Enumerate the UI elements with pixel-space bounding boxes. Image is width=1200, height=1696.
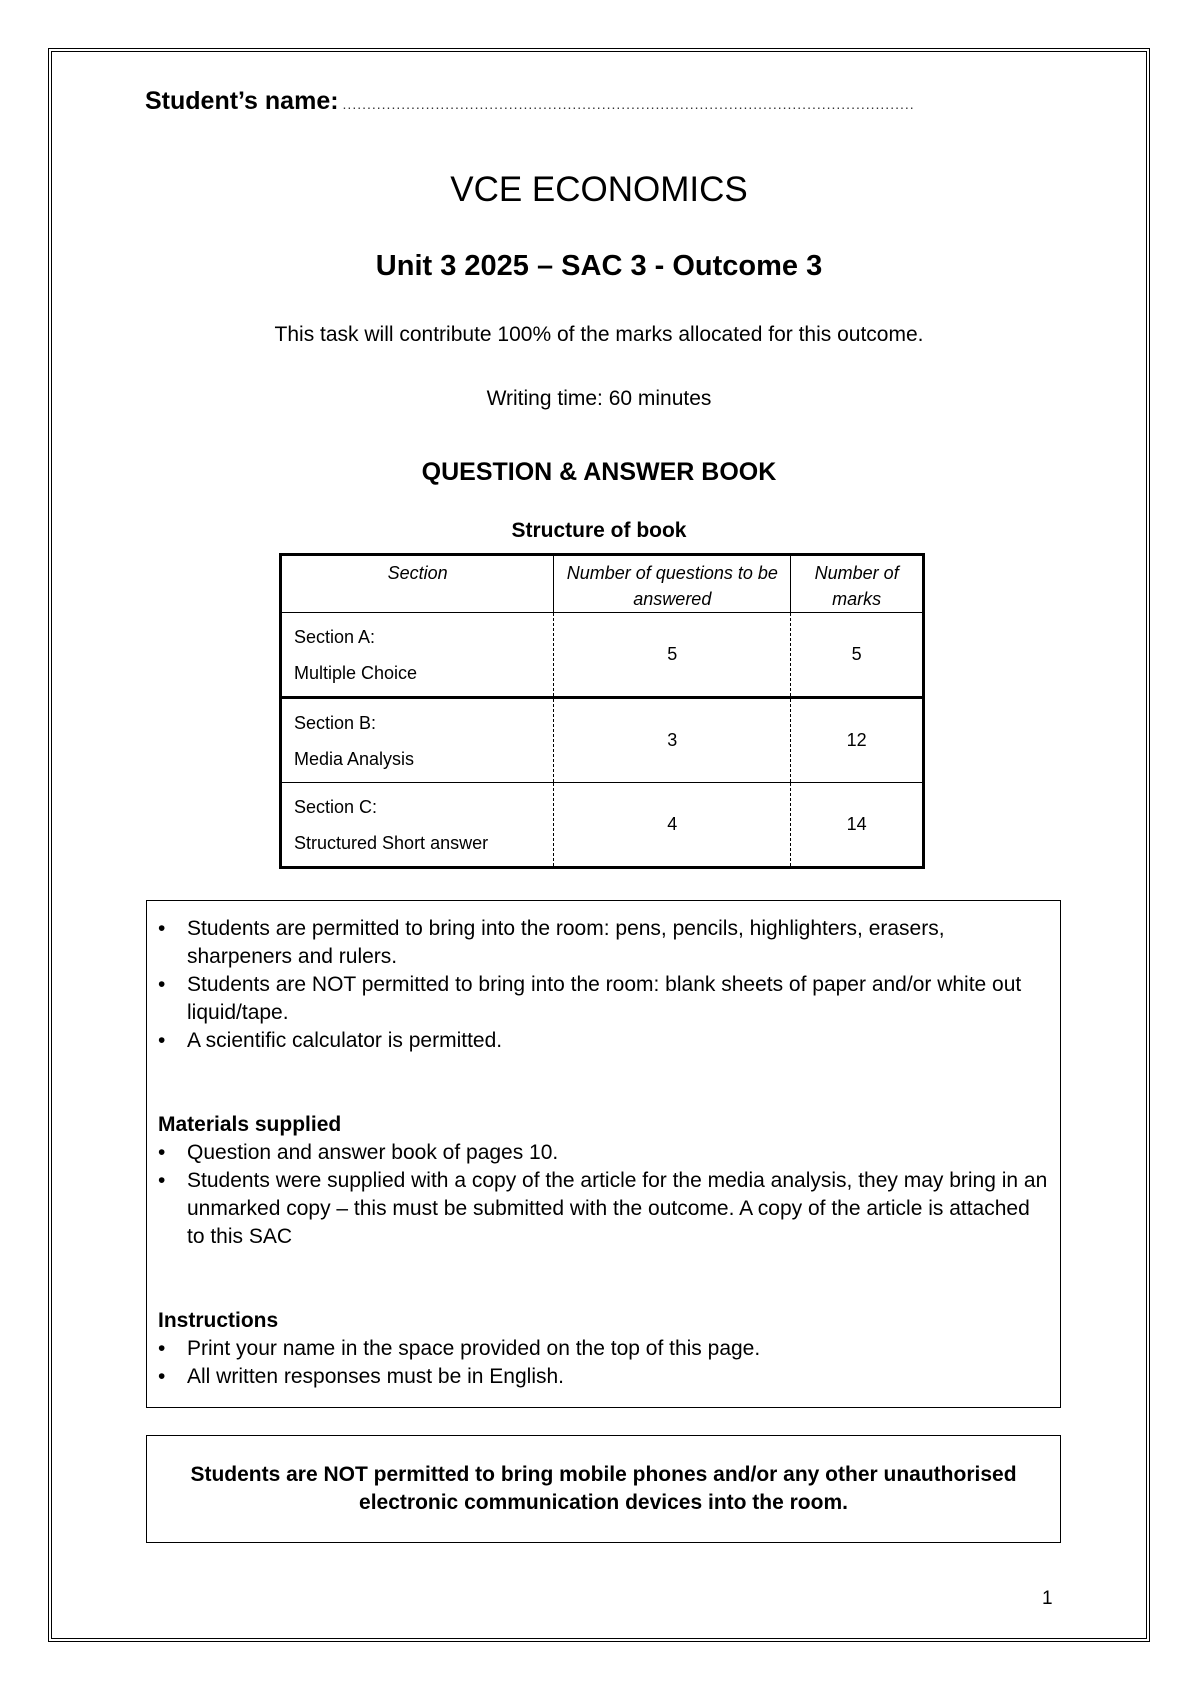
- contribution-note: This task will contribute 100% of the marks allocated for this outcome.: [274, 323, 924, 346]
- column-header: Number of marks: [791, 555, 924, 613]
- section-cell: Section C: Structured Short answer: [281, 783, 554, 868]
- table-row: [281, 613, 924, 698]
- section-cell: Section A: Multiple Choice: [281, 613, 554, 698]
- structure-heading: Structure of book: [511, 519, 687, 542]
- document-subtitle: Unit 3 2025 – SAC 3 - Outcome 3: [375, 250, 823, 282]
- permitted-list: [158, 915, 1048, 1055]
- materials-list: [158, 1139, 1048, 1251]
- student-name-line: [145, 87, 1060, 116]
- structure-header-row: [281, 555, 924, 613]
- student-name-field[interactable]: .....................................................................................................................: [342, 96, 915, 112]
- rules-box: [146, 900, 1061, 1408]
- structure-table: [279, 553, 925, 869]
- warning-box: [146, 1435, 1061, 1543]
- questions-cell: 3: [554, 698, 791, 783]
- list-item: • Print your name in the space provided on the top of this page.: [158, 1335, 1048, 1363]
- list-item: • A scientific calculator is permitted.: [158, 1027, 1048, 1055]
- instructions-heading: Instructions: [158, 1309, 279, 1332]
- warning-text: Students are NOT permitted to bring mobile phones and/or any other unauthorised electronic communication devices into the room.: [190, 1463, 1017, 1514]
- list-item: • All written responses must be in English.: [158, 1363, 1048, 1391]
- marks-cell: 12: [791, 698, 924, 783]
- marks-cell: 5: [791, 613, 924, 698]
- book-heading: QUESTION & ANSWER BOOK: [421, 458, 777, 486]
- list-item: • Students are NOT permitted to bring into the room: blank sheets of paper and/or white out liquid/tape.: [158, 971, 1048, 1027]
- student-name-label: Student’s name:: [145, 87, 339, 115]
- instructions-list: [158, 1335, 1048, 1391]
- table-row: [281, 698, 924, 783]
- list-item: • Students are permitted to bring into the room: pens, pencils, highlighters, erasers, sharpeners and rulers.: [158, 915, 1048, 971]
- materials-heading: Materials supplied: [158, 1113, 342, 1136]
- list-item: • Students were supplied with a copy of the article for the media analysis, they may bring in an unmarked copy – this must be submitted with the outcome. A copy of the article is attached to this SAC: [158, 1167, 1048, 1251]
- column-header: Number of questions to be answered: [554, 555, 791, 613]
- section-cell: Section B: Media Analysis: [281, 698, 554, 783]
- document-title: VCE ECONOMICS: [450, 170, 748, 209]
- marks-cell: 14: [791, 783, 924, 868]
- questions-cell: 5: [554, 613, 791, 698]
- column-header: Section: [281, 555, 554, 613]
- writing-time: Writing time: 60 minutes: [486, 387, 712, 410]
- table-row: [281, 783, 924, 868]
- list-item: • Question and answer book of pages 10.: [158, 1139, 1048, 1167]
- questions-cell: 4: [554, 783, 791, 868]
- page-number: 1: [1042, 1588, 1053, 1609]
